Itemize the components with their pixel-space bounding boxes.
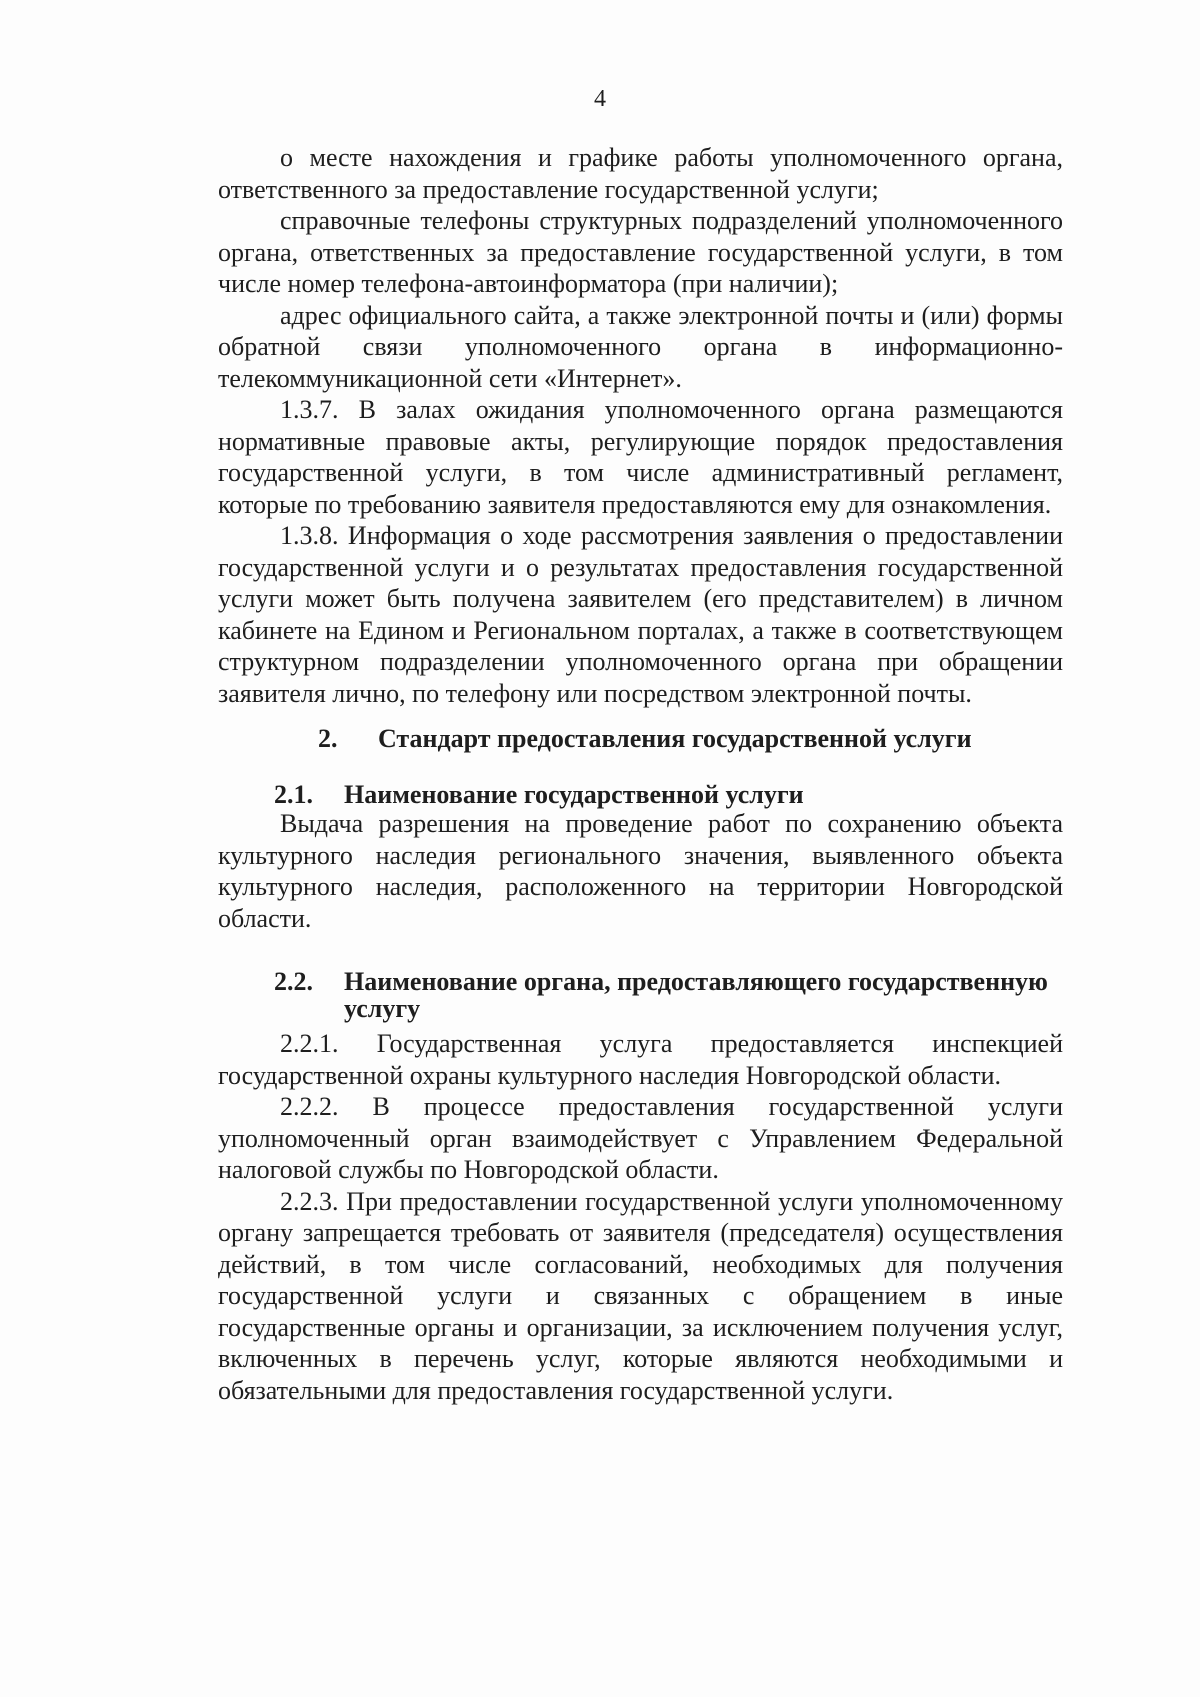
paragraph-1-3-8: 1.3.8. Информация о ходе рассмотрения заявления о предоставлении государственной услуги и о результатах предоставления государственной услуги может быть получена заявителем (его представителем) в личном кабинете на Едином и Региональном порталах, а также в соответствующем структурном подразделении уполномоченного органа при обращении заявителя лично, по телефону или посредством электронной почты. <box>218 521 1063 708</box>
subsection-number: 2.1. <box>274 780 313 809</box>
paragraph-website-address: адрес официального сайта, а также электронной почты и (или) формы обратной связи уполномоченного органа в информационно-телекоммуникационной сети «Интернет». <box>218 300 1063 393</box>
paragraph-2-2-3: 2.2.3. При предоставлении государственной услуги уполномоченному органу запрещается требовать от заявителя (председателя) осуществления действий, в том числе согласований, необходимых для получения государственной услуги и связанных с обращением в иные государственные органы и организации, за исключением получения услуг, включенных в перечень услуг, которые являются необходимыми и обязательными для предоставления государственной услуги. <box>218 1186 1063 1405</box>
document-body <box>218 142 1063 1406</box>
subsection-title: Наименование государственной услуги <box>344 780 804 809</box>
paragraph-reference-phones: справочные телефоны структурных подразделений уполномоченного органа, ответственных за предоставление государственной услуги, в том числе номер телефона-автоинформатора (при наличии); <box>218 206 1063 298</box>
paragraph-2-2-1: 2.2.1. Государственная услуга предоставляется инспекцией государственной охраны культурного наследия Новгородской области. <box>218 1029 1063 1090</box>
section-title: Стандарт предоставления государственной услуги <box>378 724 972 753</box>
paragraph-1-3-7: 1.3.7. В залах ожидания уполномоченного органа размещаются нормативные правовые акты, регулирующие порядок предоставления государственной услуги, в том числе административный регламент, которые по требованию заявителя предоставляются ему для ознакомления. <box>218 395 1063 519</box>
subsection-title: Наименование органа, предоставляющего государственную услугу <box>344 967 1048 1023</box>
section-heading-2 <box>218 723 1063 755</box>
page-number: 4 <box>594 86 606 112</box>
paragraph-location-schedule: о месте нахождения и графике работы уполномоченного органа, ответственного за предоставление государственной услуги; <box>218 143 1063 204</box>
paragraph-2-2-2: 2.2.2. В процессе предоставления государственной услуги уполномоченный орган взаимодействует с Управлением Федеральной налоговой службы по Новгородской области. <box>218 1092 1063 1184</box>
section-number: 2. <box>318 724 338 753</box>
subsection-number: 2.2. <box>274 967 313 996</box>
paragraph-2-1-service-name: Выдача разрешения на проведение работ по сохранению объекта культурного наследия регионального значения, выявленного объекта культурного наследия, расположенного на территории Новгородской области. <box>218 809 1063 933</box>
subsection-heading-2-1 <box>218 781 1063 808</box>
subsection-heading-2-2 <box>218 968 1063 1022</box>
